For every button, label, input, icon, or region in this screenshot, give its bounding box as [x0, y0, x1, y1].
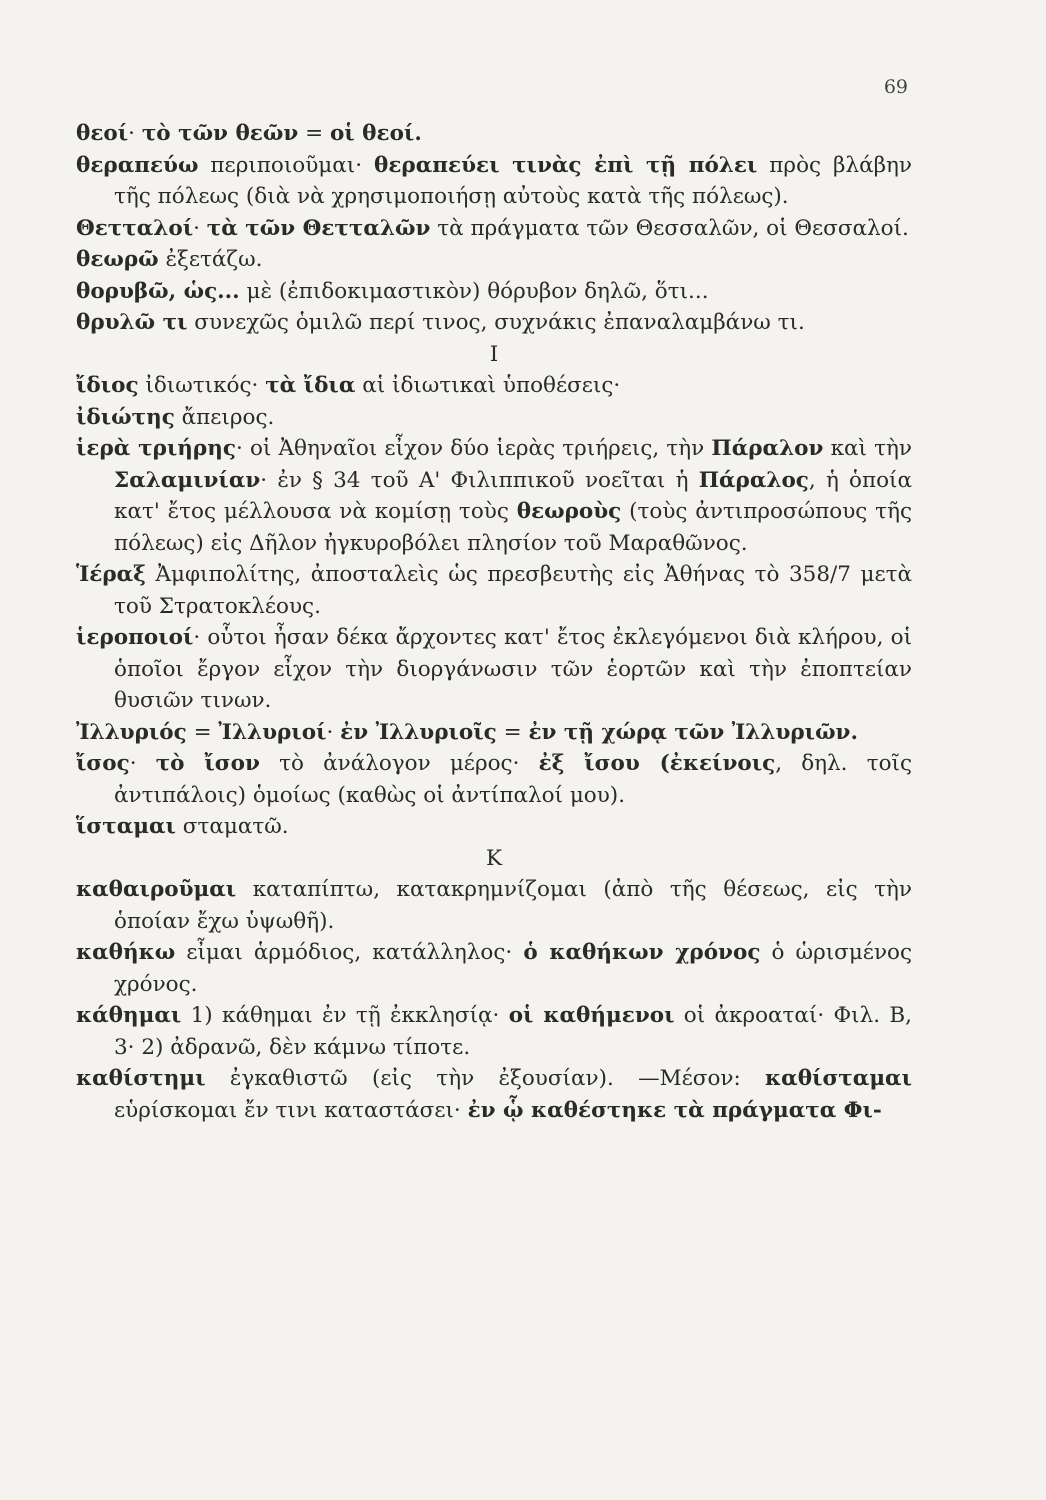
- definition-text: Ἀμφιπολίτης, ἀποσταλεὶς ὡς πρεσβευτὴς εἰς Ἀθήνας τὸ 358/7 μετὰ τοῦ Στρατοκλέους.: [114, 562, 912, 619]
- definition-text: (τοὺς ἀντιπροσώπους τῆς πόλεως) εἰς Δῆλον ἠγκυροβόλει πλησίον τοῦ Μαραθῶνος.: [114, 499, 912, 556]
- glossary-entry: [76, 118, 912, 150]
- glossary-entry: [76, 276, 912, 308]
- headword: οἱ καθήμενοι: [508, 1003, 675, 1028]
- definition-text: μὲ (ἐπιδοκιμαστικὸν) θόρυβον δηλῶ, ὅτι...: [239, 278, 709, 304]
- definition-text: εἶμαι ἁρμόδιος, κατάλληλος·: [175, 940, 524, 965]
- definition-text: ·: [326, 719, 341, 745]
- definition-text: καὶ τὴν: [823, 436, 912, 461]
- dictionary-text: [76, 118, 912, 1126]
- headword: τὸ τῶν θεῶν: [141, 121, 299, 146]
- definition-text: · οὗτοι ἦσαν δέκα ἄρχοντες κατ' ἔτος ἐκλεγόμενοι διὰ κλήρου, οἱ ὁποῖοι ἔργον εἶχον τὴν διοργάνωσιν τῶν ἑορτῶν καὶ τὴν ἐποπτείαν θυσιῶν τινων.: [114, 625, 912, 713]
- definition-text: αἱ ἰδιωτικαὶ ὑποθέσεις·: [355, 373, 621, 398]
- headword: Ἰλλυριός: [76, 719, 187, 745]
- glossary-entry: [76, 1063, 912, 1126]
- glossary-entry: [76, 1000, 912, 1063]
- definition-text: =: [496, 719, 529, 745]
- definition-text: =: [186, 719, 219, 745]
- headword: θρυλῶ τι: [76, 310, 188, 335]
- headword: θορυβῶ, ὡς...: [76, 278, 240, 304]
- definition-text: καταπίπτω, κατακρημνίζομαι (ἀπὸ τῆς θέσεως, εἰς τὴν ὁποίαν ἔχω ὑψωθῆ).: [114, 877, 912, 934]
- headword: ἵσταμαι: [76, 814, 176, 839]
- headword: Σαλαμινίαν: [114, 467, 261, 493]
- definition-text: συνεχῶς ὁμιλῶ περί τινος, συχνάκις ἐπαναλαμβάνω τι.: [187, 310, 805, 335]
- headword: καθίσταμαι: [765, 1066, 912, 1091]
- headword: θεραπεύει τινὰς ἐπὶ τῇ πόλει: [374, 152, 758, 178]
- section-letter: K: [485, 845, 503, 871]
- definition-text: σταματῶ.: [175, 814, 289, 839]
- headword: θεωρῶ: [76, 247, 159, 272]
- definition-text: ἐγκαθιστῶ (εἰς τὴν ἐξουσίαν). —Μέσον:: [205, 1066, 766, 1091]
- definition-text: εὑρίσκομαι ἔν τινι καταστάσει·: [114, 1097, 468, 1123]
- definition-text: ὁ ὡρισμένος χρόνος.: [114, 940, 913, 997]
- definition-text: περιποιοῦμαι·: [198, 152, 375, 178]
- headword: τὰ ἴδια: [265, 373, 356, 398]
- headword: ὁ καθήκων χρόνος: [523, 940, 761, 965]
- glossary-entry: [76, 622, 912, 717]
- definition-text: 1) κάθημαι ἐν τῇ ἐκκλησίᾳ·: [181, 1003, 509, 1028]
- headword: ἐν ᾧ καθέστηκε τὰ πράγματα Φι-: [467, 1097, 882, 1123]
- section-letter: I: [489, 341, 499, 367]
- headword: θεραπεύω: [76, 152, 199, 178]
- definition-text: οἱ ἀκροαταί· Φιλ. Β, 3· 2) ἀδρανῶ, δὲν κάμνω τίποτε.: [114, 1003, 912, 1060]
- headword: Πάραλος: [698, 467, 809, 493]
- headword: Πάραλον: [711, 436, 824, 461]
- headword: ἐξ ἴσου (ἐκείνοις: [538, 751, 776, 776]
- headword: θεοί: [76, 121, 129, 146]
- headword: Ἱέραξ: [76, 562, 146, 587]
- glossary-entry: [76, 307, 912, 339]
- page-number: 69: [883, 76, 908, 98]
- glossary-entry: [76, 937, 912, 1000]
- glossary-entry: [76, 748, 912, 811]
- glossary-entry: [76, 811, 912, 843]
- headword: ἴδιος: [76, 373, 139, 398]
- definition-text: ·: [193, 215, 207, 241]
- definition-text: · ἐν § 34 τοῦ Α' Φιλιππικοῦ νοεῖται ἡ: [260, 467, 699, 493]
- definition-text: ἰδιωτικός·: [138, 373, 266, 398]
- glossary-entry: [76, 874, 912, 937]
- glossary-entry: [76, 402, 912, 434]
- glossary-entry: [76, 370, 912, 402]
- definition-text: ·: [129, 751, 156, 776]
- definition-text: , δηλ. τοῖς ἀντιπάλοις) ὁμοίως (καθὼς οἱ ἀντίπαλοί μου).: [114, 751, 913, 808]
- headword: τὰ τῶν Θετταλῶν: [206, 215, 431, 241]
- definition-text: ἐξετάζω.: [158, 247, 263, 272]
- headword: ἱεροποιοί: [76, 625, 194, 650]
- definition-text: πρὸς βλάβην τῆς πόλεως (διὰ νὰ χρησιμοποιήσῃ αὐτοὺς κατὰ τῆς πόλεως).: [114, 152, 912, 209]
- headword: ἴσος: [76, 751, 130, 776]
- headword: ἱερὰ τριήρης: [76, 436, 236, 461]
- glossary-entry: [76, 244, 912, 276]
- headword: τὸ ἴσον: [155, 751, 260, 776]
- definition-text: τὸ ἀνάλογον μέρος·: [259, 751, 539, 776]
- headword: καθίστημι: [76, 1066, 206, 1091]
- glossary-entry: [76, 717, 912, 749]
- definition-text: , ἡ ὁποία κατ' ἔτος μέλλουσα νὰ κομίσῃ τοὺς: [114, 467, 913, 524]
- definition-text: =: [298, 121, 330, 146]
- headword: Θετταλοί: [76, 215, 194, 241]
- definition-text: ἄπειρος.: [174, 404, 275, 430]
- headword: καθαιροῦμαι: [76, 877, 237, 902]
- headword: ἐν Ἰλλυριοῖς: [340, 719, 497, 745]
- glossary-entry: [76, 559, 912, 622]
- headword: κάθημαι: [76, 1003, 182, 1028]
- headword: ἰδιώτης: [76, 404, 175, 430]
- headword: Ἰλλυριοί: [218, 719, 327, 745]
- definition-text: τὰ πράγματα τῶν Θεσσαλῶν, οἱ Θεσσαλοί.: [430, 215, 909, 241]
- headword: καθήκω: [76, 940, 176, 965]
- definition-text: ·: [128, 121, 142, 146]
- headword: ἐν τῇ χώρᾳ τῶν Ἰλλυριῶν.: [528, 719, 858, 745]
- glossary-entry: [76, 150, 912, 213]
- glossary-entry: [76, 213, 912, 245]
- headword: θεωροὺς: [516, 499, 622, 524]
- definition-text: · οἱ Ἀθηναῖοι εἶχον δύο ἱερὰς τριήρεις, τὴν: [235, 436, 712, 461]
- glossary-entry: [76, 433, 912, 559]
- headword: οἱ θεοί.: [329, 121, 422, 146]
